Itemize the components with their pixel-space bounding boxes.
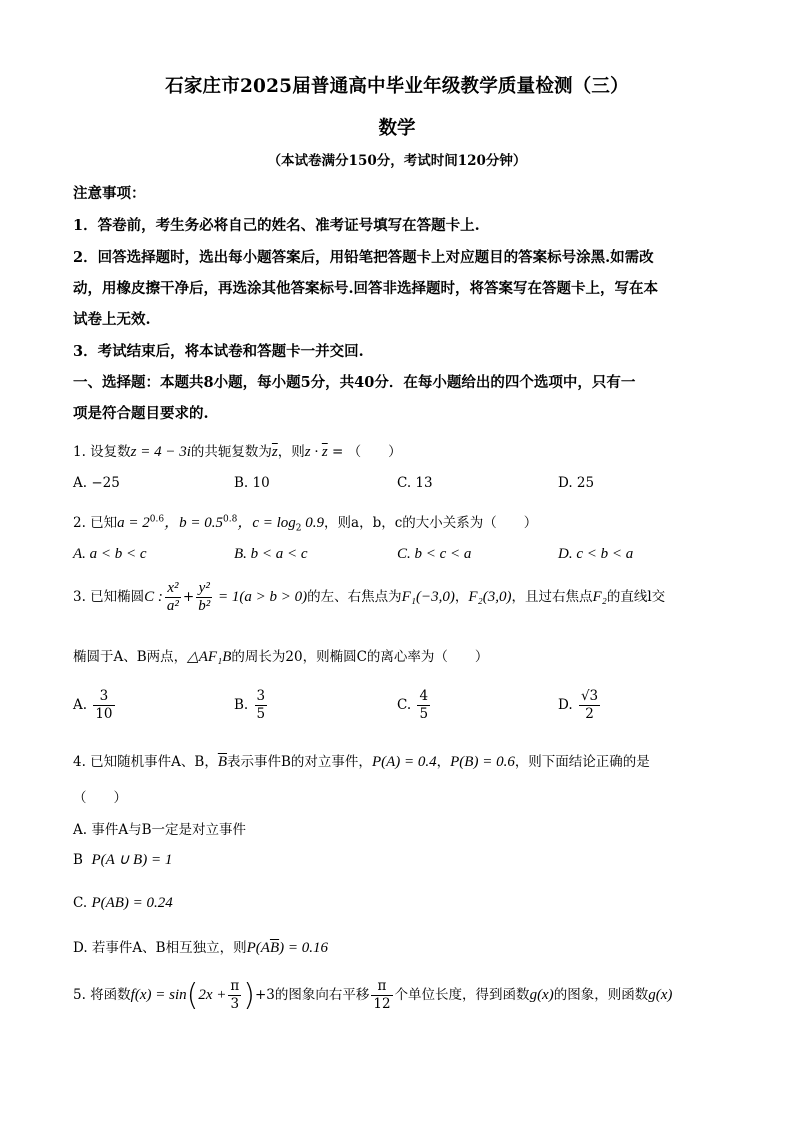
q3-sep: ， bbox=[454, 589, 469, 605]
exam-title: 石家庄市2025届普通高中毕业年级教学质量检测（三） bbox=[165, 76, 629, 97]
q3-l2a: 椭圆于A、B两点， bbox=[73, 649, 188, 665]
q4-d-b: ) = 0.16 bbox=[279, 940, 328, 956]
q5-paren-close: ) bbox=[243, 978, 255, 1013]
q2-tail: ，则a，b，c的大小关系为（ ） bbox=[324, 515, 538, 531]
q3-c-frac bbox=[417, 688, 430, 723]
q4-b-expr: P(A ∪ B) = 1 bbox=[91, 852, 173, 868]
q3-num1: x² bbox=[165, 580, 181, 598]
q3-tail2: 的直线l交 bbox=[606, 589, 666, 605]
q3-f1: F₁(−3,0) bbox=[401, 589, 455, 605]
q3-f2: F₂(3,0) bbox=[468, 589, 512, 605]
q5-g2: g(x) bbox=[648, 987, 673, 1003]
q3-prefix: 3. 已知椭圆 bbox=[73, 589, 145, 605]
q5-f: f(x) = sin bbox=[130, 987, 187, 1003]
q5-inner: 2x + bbox=[198, 987, 227, 1003]
question-4-line1 bbox=[73, 750, 650, 771]
q5-three: 3 bbox=[230, 996, 240, 1012]
q3-c-den: 5 bbox=[419, 706, 429, 722]
q1-expr: z = 4 − 3i bbox=[130, 444, 191, 460]
question-2 bbox=[73, 511, 537, 534]
q3-den2: b² bbox=[198, 598, 211, 614]
q5-twelve: 12 bbox=[373, 996, 391, 1012]
q2-option-d[interactable]: D. c < b < a bbox=[558, 546, 634, 562]
instructions-heading: 注意事项： bbox=[73, 185, 146, 202]
q3-option-a[interactable] bbox=[73, 688, 117, 723]
q4-pa: P(A) = 0.4 bbox=[371, 754, 437, 770]
instruction-2-text-2: 动，用橡皮擦干净后，再选涂其他答案标号.回答非选择题时，将答案写在答题卡上，写在本 bbox=[73, 280, 659, 297]
question-3-line1 bbox=[73, 580, 665, 615]
q3-d-den: 2 bbox=[585, 706, 594, 722]
q3-num2: y² bbox=[196, 580, 212, 598]
q1-prefix: 1. 设复数 bbox=[73, 444, 131, 460]
q3-l2b: 的周长为20，则椭圆C的离心率为（ ） bbox=[231, 649, 489, 665]
q4-bbar: $\overline{B}$ bbox=[217, 754, 228, 770]
q3-ellipse-c: C : bbox=[144, 589, 163, 605]
q4-l1c: ，则下面结论正确的是 bbox=[514, 754, 650, 770]
q1-conj: $\overline{z}$ bbox=[271, 444, 278, 460]
q4-d-a: P(A bbox=[246, 940, 270, 956]
q3-a-label: A. bbox=[73, 697, 88, 713]
q1-expr2c: = （ ） bbox=[327, 444, 402, 460]
exam-note: （本试卷满分150分，考试时间120分钟） bbox=[267, 153, 527, 169]
instruction-2-line2 bbox=[73, 277, 658, 298]
q4-option-b[interactable] bbox=[73, 850, 172, 869]
q4-option-a[interactable]: A. 事件A与B一定是对立事件 bbox=[73, 822, 247, 838]
q1-option-b[interactable]: B. 10 bbox=[234, 475, 270, 491]
q5-g: g(x) bbox=[529, 987, 554, 1003]
q3-d-label: D. bbox=[558, 697, 573, 713]
q3-b-den: 5 bbox=[256, 706, 266, 722]
instruction-1 bbox=[73, 214, 480, 235]
q5-pi-12 bbox=[371, 978, 392, 1013]
q4-c-label: C. bbox=[73, 895, 88, 911]
q5-tail: 个单位长度，得到函数 bbox=[394, 987, 530, 1003]
instruction-1-text: 1．答卷前，考生务必将自己的姓名、准考证号填写在答题卡上. bbox=[73, 217, 480, 234]
q1-option-a[interactable]: A. −25 bbox=[73, 475, 120, 491]
q3-a-frac bbox=[93, 688, 114, 723]
q3-b-label: B. bbox=[234, 697, 249, 713]
q2-c: ，c = log bbox=[237, 515, 296, 531]
q2-option-a[interactable]: A. a < b < c bbox=[73, 546, 147, 562]
q3-option-b[interactable] bbox=[234, 688, 269, 723]
section1-heading-line2: 项是符合题目要求的. bbox=[73, 405, 209, 422]
q2-option-c[interactable]: C. b < c < a bbox=[397, 546, 472, 562]
q4-c-expr: P(AB) = 0.24 bbox=[91, 895, 173, 911]
q1-option-c[interactable]: C. 13 bbox=[397, 475, 433, 491]
q3-den1: a² bbox=[166, 598, 179, 614]
q1-expr2a: z · bbox=[304, 444, 322, 460]
q5-pi-3 bbox=[228, 978, 241, 1013]
question-1 bbox=[73, 440, 402, 461]
instruction-2-text-3: 试卷上无效. bbox=[73, 311, 151, 328]
q4-d-label: D. 若事件A、B相互独立，则 bbox=[73, 940, 247, 956]
q2-c-tail: 0.9 bbox=[301, 515, 325, 531]
q3-a-num: 3 bbox=[93, 688, 114, 706]
q3-a-den: 10 bbox=[95, 706, 113, 722]
q3-frac-y bbox=[196, 580, 212, 615]
q1-option-d[interactable]: D. 25 bbox=[558, 475, 595, 491]
instruction-3-text: 3．考试结束后，将本试卷和答题卡一并交回. bbox=[73, 343, 364, 360]
q3-f2b: F₂ bbox=[592, 589, 607, 605]
q4-l1b: 表示事件B的对立事件， bbox=[227, 754, 372, 770]
subject-title: 数学 bbox=[378, 118, 416, 139]
q4-option-d[interactable] bbox=[73, 936, 328, 957]
q3-b-num: 3 bbox=[256, 688, 266, 704]
q4-b-label: B bbox=[73, 852, 83, 868]
q3-c-num: 4 bbox=[419, 688, 429, 704]
q3-c-label: C. bbox=[397, 697, 412, 713]
q4-l1a: 4. 已知随机事件A、B， bbox=[73, 754, 218, 770]
q3-tail: ，且过右焦点 bbox=[511, 589, 593, 605]
q4-sep: ， bbox=[436, 754, 451, 770]
q5-paren-open: ( bbox=[186, 978, 199, 1013]
q3-d-num: √3 bbox=[580, 688, 599, 704]
q2-a: a = 2 bbox=[117, 515, 150, 531]
q5-prefix: 5. 将函数 bbox=[73, 987, 131, 1003]
q2-a-exp: 0.6 bbox=[149, 514, 165, 525]
q1-expr2b: $\overline{z}$ bbox=[321, 444, 328, 460]
question-5 bbox=[73, 978, 672, 1013]
q3-mid: 的左、右焦点为 bbox=[307, 589, 402, 605]
q3-option-d[interactable] bbox=[558, 688, 602, 723]
instruction-2-text-1: 2．回答选择题时，选出每小题答案后，用铅笔把答题卡上对应题目的答案标号涂黑.如需改 bbox=[73, 249, 654, 266]
q2-b: ，b = 0.5 bbox=[164, 515, 223, 531]
instruction-2-line3 bbox=[73, 308, 151, 329]
q4-option-c[interactable] bbox=[73, 895, 173, 912]
q3-option-c[interactable] bbox=[397, 688, 432, 723]
q1-mid: 的共轭复数为 bbox=[190, 444, 272, 460]
q3-b-frac bbox=[255, 688, 268, 723]
q5-plus3: +3 bbox=[254, 987, 275, 1003]
q2-prefix: 2. 已知 bbox=[73, 515, 118, 531]
question-4-line2: （ ） bbox=[73, 790, 127, 806]
q3-triangle: △AF₁B bbox=[187, 649, 232, 665]
q5-tail2: 的图象，则函数 bbox=[553, 987, 649, 1003]
q3-d-frac bbox=[579, 688, 600, 723]
q4-d-bar: $\overline{B}$ bbox=[269, 940, 280, 956]
q3-eq: = 1(a > b > 0) bbox=[214, 589, 308, 605]
q5-pi2: π bbox=[371, 978, 392, 996]
instruction-3 bbox=[73, 340, 364, 361]
section1-heading-line1: 一、选择题：本题共8小题，每小题5分，共40分．在每小题给出的四个选项中，只有一 bbox=[73, 374, 636, 391]
q4-pb: P(B) = 0.6 bbox=[450, 754, 515, 770]
q3-plus: + bbox=[182, 589, 195, 605]
q5-pi: π bbox=[230, 978, 240, 994]
q2-c-sub: 2 bbox=[295, 523, 302, 534]
question-3-line2 bbox=[73, 645, 488, 666]
q3-frac-x bbox=[165, 580, 181, 615]
q2-b-exp: 0.8 bbox=[223, 514, 238, 525]
q1-mid2: ，则 bbox=[277, 444, 305, 460]
q5-mid: 的图象向右平移 bbox=[274, 987, 370, 1003]
instruction-2-line1 bbox=[73, 246, 654, 267]
q2-option-b[interactable]: B. b < a < c bbox=[234, 546, 308, 562]
